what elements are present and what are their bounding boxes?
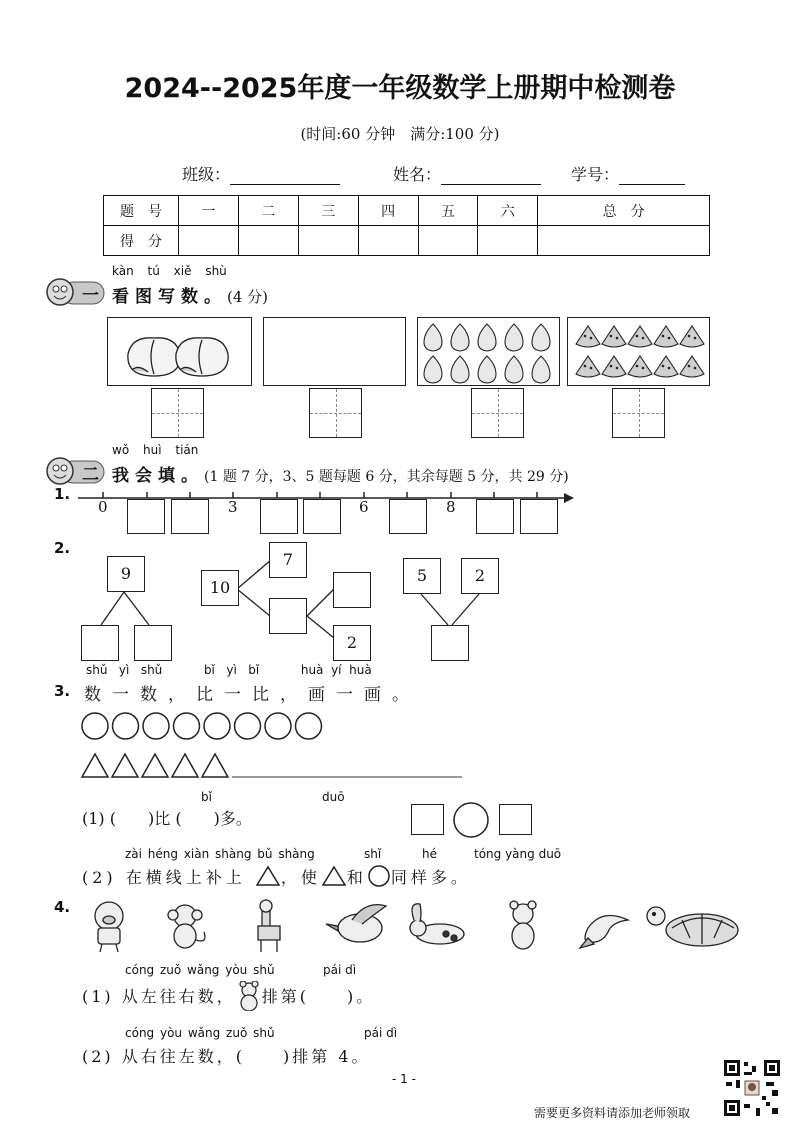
bi-pinyin: bǐ	[201, 790, 212, 804]
q3-p2-pinyin4: tóng yàng duō	[474, 847, 562, 861]
monkey-icon	[168, 905, 205, 948]
bear-icon	[510, 901, 536, 949]
triangle-shape	[202, 754, 228, 777]
section2-pinyin: wǒ huì tián	[112, 443, 199, 457]
triangle-shape	[112, 754, 138, 777]
section1-pinyin: kàn tú xiě shù	[112, 264, 227, 278]
seed-icon	[688, 365, 691, 368]
picture-watermelons	[567, 317, 710, 386]
tree3-right: 2	[461, 558, 499, 594]
answer-box[interactable]	[476, 499, 514, 534]
section2-points: (1 题 7 分，3、5 题每题 6 分，其余每题 5 分，共 29 分)	[204, 469, 569, 485]
watermelon-icon	[654, 356, 678, 377]
section1-number: 一	[82, 286, 99, 306]
dolphin-icon	[580, 916, 628, 949]
score-cell[interactable]	[358, 226, 418, 256]
triangle-shape	[321, 865, 347, 887]
class-field	[182, 162, 340, 185]
subtitle: (时间:60 分钟 满分:100 分)	[300, 125, 500, 143]
pear-icon	[451, 356, 469, 383]
watermelon-icon	[680, 356, 704, 377]
answer-box[interactable]	[431, 625, 469, 661]
q3-pinyin: shǔ yì shǔ bǐ yì bǐ huà yí huà	[86, 663, 372, 677]
score-cell[interactable]	[298, 226, 358, 256]
section2-heading: 我会填。(1 题 7 分，3、5 题每题 6 分，其余每题 5 分，共 29 分)	[112, 466, 569, 486]
pear-icon	[424, 356, 442, 383]
answer-box[interactable]	[303, 499, 341, 534]
circle-shape	[113, 713, 139, 739]
page-number: - 1 -	[392, 1072, 416, 1086]
score-cell[interactable]	[238, 226, 298, 256]
watermelon-icon	[628, 326, 652, 347]
q3-label: 3.	[54, 682, 71, 700]
watermelon-icon	[628, 356, 652, 377]
seed-icon	[584, 365, 587, 368]
square-shape	[411, 804, 444, 835]
square-shape	[499, 804, 532, 835]
seed-icon	[668, 367, 671, 370]
watermelon-icon	[602, 326, 626, 347]
triangle-row	[80, 752, 465, 780]
q4-p2-pinyin: cóng yòu wǎng zuǒ shǔ	[125, 1026, 275, 1040]
q4-p2-pinyin2: pái dì	[364, 1026, 398, 1040]
answer-box[interactable]	[520, 499, 558, 534]
score-table	[103, 195, 710, 256]
q4-p1: (1) 从左往右数， 排第( )。	[82, 981, 375, 1011]
answer-box[interactable]	[389, 499, 427, 534]
circle-shape	[367, 864, 391, 888]
tree3-left: 5	[403, 558, 441, 594]
circle-shape	[296, 713, 322, 739]
q3-text: 数一数，比一比，画一画。	[84, 685, 420, 705]
q4-p1-pinyin: cóng zuǒ wǎng yòu shǔ	[125, 963, 275, 977]
pig-icon	[95, 902, 123, 952]
watermelon-icon	[680, 326, 704, 347]
section1-points: (4 分)	[227, 288, 269, 306]
page-title: 2024--2025年度一年级数学上册期中检测卷	[124, 73, 676, 104]
seed-icon	[584, 335, 587, 338]
seed-icon	[616, 337, 619, 340]
answer-box[interactable]	[81, 625, 119, 661]
q2-label: 2.	[54, 539, 71, 557]
seed-icon	[694, 367, 697, 370]
giraffe-icon	[258, 900, 280, 952]
circle-shape	[265, 713, 291, 739]
qr-note: 需要更多资料请添加老师领取	[534, 1106, 691, 1120]
pear-icon	[505, 356, 523, 383]
class-label: 班级：	[182, 165, 231, 184]
circle-shape	[174, 713, 200, 739]
watermelon-icon	[654, 326, 678, 347]
q4-p2: (2) 从右往左数，( )排第 4。	[82, 1047, 371, 1066]
answer-box[interactable]	[333, 572, 371, 608]
triangle-shape	[142, 754, 168, 777]
animal-row	[82, 898, 742, 956]
q1-label: 1.	[54, 485, 71, 503]
tree2-root: 10	[201, 570, 239, 606]
seed-icon	[662, 335, 665, 338]
watermelon-icon	[576, 356, 600, 377]
pear-icon	[505, 324, 523, 351]
q3-p1: (1) ( )比 ( )多。	[82, 809, 252, 828]
watermelon-icon	[568, 318, 709, 385]
id-blank[interactable]	[619, 168, 685, 185]
name-label: 姓名：	[393, 165, 442, 184]
pear-icon	[478, 324, 496, 351]
qr-code-icon	[722, 1058, 782, 1118]
answer-box[interactable]	[134, 625, 172, 661]
pear-icon	[424, 324, 442, 351]
turtle-icon	[647, 907, 738, 946]
pear-icon	[418, 318, 559, 385]
circle-shape	[204, 713, 230, 739]
q4-label: 4.	[54, 898, 71, 916]
seed-icon	[636, 365, 639, 368]
score-cell[interactable]	[418, 226, 478, 256]
section2-number: 二	[82, 465, 99, 485]
write-box[interactable]	[309, 388, 362, 438]
picture-peaches	[107, 317, 252, 386]
answer-box[interactable]	[269, 598, 307, 634]
circle-shape	[82, 713, 108, 739]
tree2-top: 7	[269, 542, 307, 578]
seed-icon	[616, 367, 619, 370]
tree2-bottom: 2	[333, 625, 371, 661]
score-header-cell: 四	[358, 196, 418, 226]
seed-icon	[590, 337, 593, 340]
triangle-shape	[255, 865, 281, 887]
score-header-row	[104, 196, 710, 226]
tick-label: 0	[98, 498, 108, 516]
score-cell[interactable]	[538, 226, 710, 256]
q3-p2-pinyin2: shǐ	[364, 847, 382, 861]
seed-icon	[590, 367, 593, 370]
circle-row	[80, 710, 330, 742]
class-blank[interactable]	[230, 168, 340, 185]
circle-shape	[143, 713, 169, 739]
picture-empty	[263, 317, 406, 386]
score-row-label: 得 分	[104, 226, 179, 256]
score-value-row	[104, 226, 710, 256]
seed-icon	[688, 335, 691, 338]
write-box[interactable]	[151, 388, 204, 438]
pear-icon	[478, 356, 496, 383]
q3-p2-pinyin1: zài héng xiàn shàng bǔ shàng	[125, 847, 315, 861]
circle-shape	[452, 801, 490, 839]
answer-box[interactable]	[171, 499, 209, 534]
section1-heading: 看图写数。(4 分)	[112, 287, 269, 307]
q4-p1-pinyin2: pái dì	[323, 963, 357, 977]
score-header-cell: 三	[298, 196, 358, 226]
write-box[interactable]	[471, 388, 524, 438]
pear-icon	[532, 324, 550, 351]
triangle-shape	[82, 754, 108, 777]
watermelon-icon	[576, 326, 600, 347]
score-cell[interactable]	[478, 226, 538, 256]
answer-box[interactable]	[127, 499, 165, 534]
pear-icon	[451, 324, 469, 351]
id-field	[571, 162, 685, 185]
score-header-cell: 总 分	[538, 196, 710, 226]
score-header-cell: 六	[478, 196, 538, 226]
tick-label: 6	[359, 498, 369, 516]
seed-icon	[694, 337, 697, 340]
score-header-cell: 二	[238, 196, 298, 226]
q3-p2: (2) 在横线上补上 ，使 和 同样多。	[82, 864, 471, 888]
score-header-cell: 五	[418, 196, 478, 226]
tick-label: 3	[228, 498, 238, 516]
name-blank[interactable]	[441, 168, 541, 185]
seed-icon	[662, 365, 665, 368]
answer-box[interactable]	[260, 499, 298, 534]
seed-icon	[668, 337, 671, 340]
watermelon-icon	[602, 356, 626, 377]
triangle-shape	[172, 754, 198, 777]
id-label: 学号：	[571, 165, 620, 184]
seed-icon	[636, 335, 639, 338]
bird-icon	[326, 905, 386, 942]
circle-shape	[235, 713, 261, 739]
seed-icon	[642, 367, 645, 370]
seed-icon	[610, 365, 613, 368]
write-box[interactable]	[612, 388, 665, 438]
bear-icon	[236, 981, 262, 1011]
name-field	[393, 162, 541, 185]
duo-pinyin: duō	[322, 790, 345, 804]
score-cell[interactable]	[179, 226, 239, 256]
tick-label: 8	[446, 498, 456, 516]
peach-icon	[108, 318, 251, 385]
seed-icon	[642, 337, 645, 340]
rabbit-icon	[410, 904, 464, 944]
score-header-cell: 题 号	[104, 196, 179, 226]
score-header-cell: 一	[179, 196, 239, 226]
seed-icon	[610, 335, 613, 338]
tree1-top: 9	[107, 556, 145, 592]
picture-pears	[417, 317, 560, 386]
q3-p2-pinyin3: hé	[422, 847, 437, 861]
pear-icon	[532, 356, 550, 383]
